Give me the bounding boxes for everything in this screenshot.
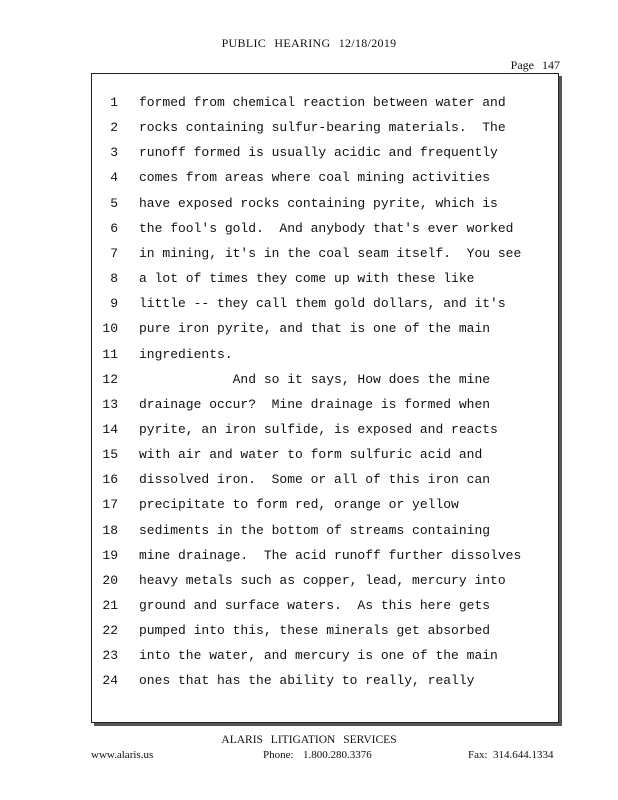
line-text: a lot of times they come up with these like [139, 271, 475, 287]
line-number: 4 [110, 170, 118, 186]
line-text: drainage occur? Mine drainage is formed when [139, 396, 491, 412]
line-number: 14 [102, 421, 118, 437]
transcript-line [0, 216, 618, 241]
line-number: 5 [110, 195, 118, 211]
line-number: 9 [110, 296, 118, 312]
transcript-line [0, 241, 618, 266]
transcript-line [0, 518, 618, 543]
line-number: 7 [110, 245, 118, 261]
line-text: sediments in the bottom of streams containing [139, 522, 491, 538]
line-number: 3 [110, 145, 118, 161]
line-number: 18 [102, 522, 118, 538]
line-number: 2 [110, 120, 118, 136]
line-number: 16 [102, 472, 118, 488]
transcript-line [0, 342, 618, 367]
line-text: with air and water to form sulfuric acid and [139, 447, 483, 463]
line-text: have exposed rocks containing pyrite, which is [139, 195, 498, 211]
line-number: 13 [102, 396, 118, 412]
footer-fax-number: 314.644.1334 [493, 749, 554, 761]
line-text: formed from chemical reaction between water and [139, 95, 506, 110]
line-number: 15 [102, 447, 118, 463]
line-text: comes from areas where coal mining activities [139, 170, 491, 186]
transcript-line [0, 367, 618, 392]
footer-contact-row [0, 749, 618, 765]
transcript-line [0, 568, 618, 593]
line-text: heavy metals such as copper, lead, mercury into [139, 572, 506, 588]
transcript-line [0, 593, 618, 618]
transcript-header-title: PUBLIC HEARING 12/18/2019 [221, 36, 397, 50]
line-number: 11 [102, 346, 118, 362]
footer-fax-label: Fax: [468, 749, 488, 761]
line-number: 6 [110, 220, 118, 236]
transcript-line [0, 618, 618, 643]
line-text: runoff formed is usually acidic and frequently [139, 145, 498, 161]
line-number: 21 [102, 598, 118, 613]
transcript-line [0, 165, 618, 190]
line-text: the fool's gold. And anybody that's ever worked [139, 220, 514, 236]
line-number: 20 [102, 572, 118, 588]
transcript-line [0, 291, 618, 316]
line-number: 10 [102, 321, 118, 337]
footer-phone-label: Phone: [263, 749, 294, 761]
transcript-line [0, 417, 618, 442]
transcript-line [0, 266, 618, 291]
transcript-line [0, 316, 618, 341]
line-text: precipitate to form red, orange or yellow [139, 497, 459, 513]
line-text: ones that has the ability to really, really [139, 673, 475, 689]
transcript-line [0, 140, 618, 165]
line-text: ingredients. [139, 346, 233, 362]
page-number: Page 147 [510, 58, 560, 72]
line-text: And so it says, How does the mine [139, 371, 491, 387]
line-text: into the water, and mercury is one of the main [139, 648, 498, 664]
transcript-line [0, 442, 618, 467]
transcript-line [0, 467, 618, 492]
line-text: dissolved iron. Some or all of this iron can [139, 472, 491, 488]
line-number: 12 [102, 371, 118, 387]
line-number: 23 [102, 648, 118, 664]
line-text: in mining, it's in the coal seam itself. You see [139, 245, 522, 261]
transcript-line [0, 492, 618, 517]
transcript-line [0, 392, 618, 417]
line-number: 19 [102, 547, 118, 563]
line-text: ground and surface waters. As this here gets [139, 598, 491, 613]
line-text: pure iron pyrite, and that is one of the main [139, 321, 491, 337]
line-text: rocks containing sulfur-bearing materials. The [139, 120, 506, 136]
transcript-line [0, 668, 618, 693]
line-text: little -- they call them gold dollars, and it's [139, 296, 506, 312]
line-number: 24 [102, 673, 118, 689]
transcript-line [0, 90, 618, 115]
line-text: mine drainage. The acid runoff further dissolves [139, 547, 522, 563]
footer-phone-number: 1.800.280.3376 [303, 749, 372, 761]
transcript-line [0, 191, 618, 216]
footer-website-link[interactable]: www.alaris.us [91, 749, 154, 761]
footer-company-name: ALARIS LITIGATION SERVICES [221, 734, 397, 746]
line-number: 17 [102, 497, 118, 513]
transcript-line [0, 643, 618, 668]
line-number: 22 [102, 623, 118, 639]
transcript-line [0, 543, 618, 568]
line-number: 8 [110, 271, 118, 287]
transcript-line [0, 115, 618, 140]
line-text: pyrite, an iron sulfide, is exposed and reacts [139, 421, 498, 437]
line-number: 1 [110, 95, 118, 110]
line-text: pumped into this, these minerals get absorbed [139, 623, 491, 639]
